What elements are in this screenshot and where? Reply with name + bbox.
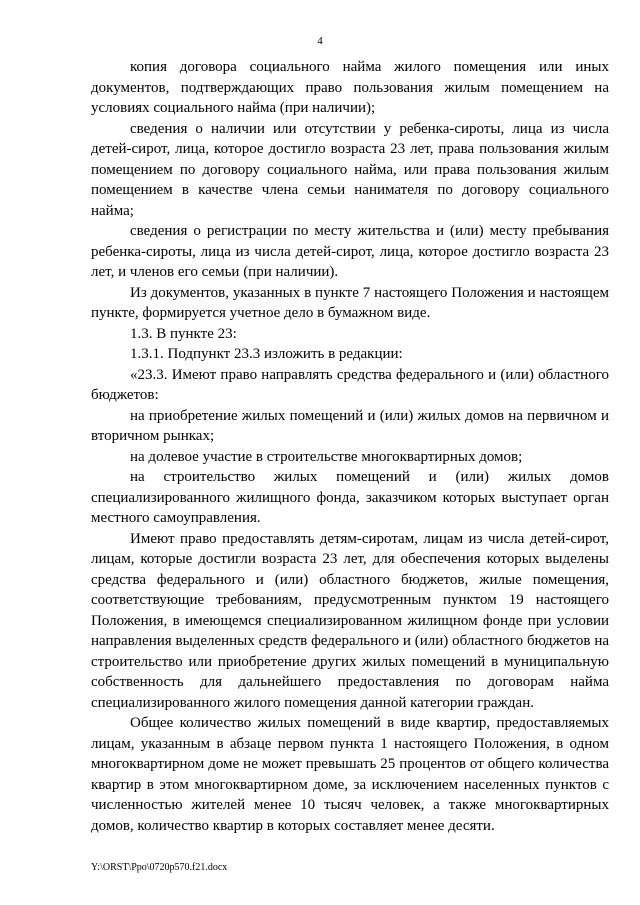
paragraph: на приобретение жилых помещений и (или) жилых домов на первичном и вторичном рынках; [91, 407, 609, 444]
footer-file-path: Y:\ORST\Ppo\0720p570.f21.docx [91, 862, 228, 873]
paragraph: Имеют право предоставлять детям-сиротам, лицам из числа детей-сирот, лицам, которые достигли возраста 23 лет, для обеспечения которых выделены средства федерального и (или) областного бюджетов, жилые помещения, соответствующие требованиям, предусмотренным пунктом 19 настоящего Положения, в имеющемся специализированном жилищном фонде при условии направления выделенных средств федерального и (или) областного бюджетов на строительство или приобретение других жилых помещений в муниципальную собственность для дальнейшего предоставления по договорам найма специализированного жилого помещения данной категории граждан. [91, 530, 609, 711]
page-number: 4 [317, 35, 323, 47]
paragraph: на долевое участие в строительстве многоквартирных домов; [130, 448, 523, 465]
paragraph: «23.3. Имеют право направлять средства федерального и (или) областного бюджетов: [91, 366, 609, 403]
paragraph: 1.3.1. Подпункт 23.3 изложить в редакции: [130, 346, 403, 362]
paragraph: Общее количество жилых помещений в виде квартир, предоставляемых лицам, указанным в абзаце первом пункта 1 настоящего Положения, в одном многоквартирном доме не может превышать 25 процентов от общего количества квартир в этом многоквартирном доме, за исключением населенных пунктов с численностью жителей менее 10 тысяч человек, а также многоквартирных домов, количество квартир в которых составляет менее десяти. [91, 715, 609, 834]
paragraph: Из документов, указанных в пункте 7 настоящего Положения и настоящем пункте, формируется учетное дело в бумажном виде. [91, 284, 609, 321]
paragraph: копия договора социального найма жилого помещения или иных документов, подтверждающих право пользования жилым помещением на условиях социального найма (при наличии); [91, 59, 609, 116]
paragraph: 1.3. В пункте 23: [130, 325, 237, 342]
paragraph: сведения о регистрации по месту жительства и (или) месту пребывания ребенка-сироты, лица из числа детей-сирот, лица, которое достигло возраста 23 лет, и членов его семьи (при наличии). [91, 223, 609, 280]
document-body [91, 57, 609, 836]
paragraph: на строительство жилых помещений и (или) жилых домов специализированного жилищного фонда, заказчиком которых выступает орган местного самоуправления. [91, 469, 609, 526]
paragraph: сведения о наличии или отсутствии у ребенка-сироты, лица из числа детей-сирот, лица, которое достигло возраста 23 лет, права пользования жилым помещением по договору социального найма, или права пользования жилым помещением в качестве члена семьи нанимателя по договору социального найма; [91, 120, 609, 219]
